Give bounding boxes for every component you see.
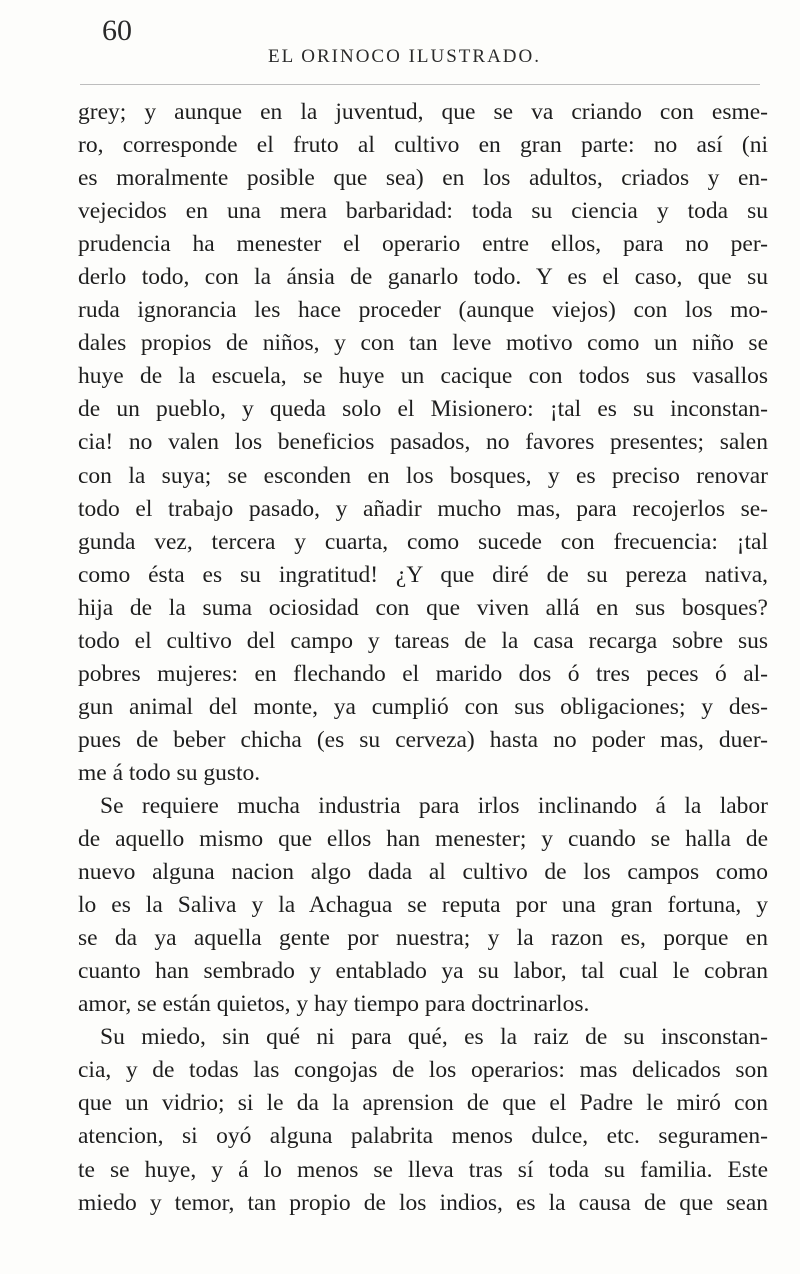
text-line: Se requiere mucha industria para irlos inclinando á la labor bbox=[100, 792, 768, 819]
text-line: grey; y aunque en la juventud, que se va criando con esme- bbox=[78, 99, 768, 125]
text-line: como ésta es su ingratitud! ¿Y que diré de su pereza nativa, bbox=[78, 561, 768, 588]
text-line: amor, se están quietos, y hay tiempo para doctrinarlos. bbox=[78, 991, 590, 1018]
text-line: prudencia ha menester el operario entre ellos, para no per- bbox=[78, 231, 768, 258]
text-line: dales propios de niños, y con tan leve motivo como un niño se bbox=[78, 330, 768, 357]
text-line: huye de la escuela, se huye un cacique con todos sus vasallos bbox=[78, 363, 768, 390]
text-line: atencion, si oyó alguna palabrita menos dulce, etc. seguramen- bbox=[78, 1123, 768, 1150]
text-line: cia! no valen los beneficios pasados, no favores presentes; salen bbox=[78, 429, 768, 456]
text-line: Su miedo, sin qué ni para qué, es la raiz de su insconstan- bbox=[100, 1024, 768, 1051]
text-line: de aquello mismo que ellos han menester; y cuando se halla de bbox=[78, 826, 768, 853]
text-line: se da ya aquella gente por nuestra; y la razon es, porque en bbox=[78, 925, 768, 952]
running-title: EL ORINOCO ILUSTRADO. bbox=[268, 46, 541, 67]
text-line: te se huye, y á lo menos se lleva tras sí toda su familia. Este bbox=[78, 1156, 768, 1183]
text-line: todo el cultivo del campo y tareas de la casa recarga sobre sus bbox=[78, 627, 768, 654]
text-line: pobres mujeres: en flechando el marido dos ó tres peces ó al- bbox=[78, 660, 768, 687]
text-line: ro, corresponde el fruto al cultivo en gran parte: no así (ni bbox=[78, 132, 768, 159]
text-line: de un pueblo, y queda solo el Misionero: ¡tal es su inconstan- bbox=[78, 396, 768, 423]
text-line: todo el trabajo pasado, y añadir mucho mas, para recojerlos se- bbox=[78, 495, 768, 522]
text-line: pues de beber chicha (es su cerveza) hasta no poder mas, duer- bbox=[78, 726, 768, 753]
page-number: 60 bbox=[102, 14, 132, 47]
text-line: cuanto han sembrado y entablado ya su labor, tal cual le cobran bbox=[78, 958, 768, 985]
text-line: me á todo su gusto. bbox=[78, 759, 261, 786]
text-line: nuevo alguna nacion algo dada al cultivo de los campos como bbox=[78, 859, 768, 886]
text-line: derlo todo, con la ánsia de ganarlo todo. Y es el caso, que su bbox=[78, 264, 768, 291]
text-line: hija de la suma ociosidad con que viven allá en sus bosques? bbox=[78, 594, 768, 621]
text-line: que un vidrio; si le da la aprension de que el Padre le miró con bbox=[78, 1090, 768, 1117]
text-line: cia, y de todas las congojas de los operarios: mas delicados son bbox=[78, 1057, 768, 1084]
text-line: vejecidos en una mera barbaridad: toda su ciencia y toda su bbox=[78, 198, 768, 225]
text-line: ruda ignorancia les hace proceder (aunque viejos) con los mo- bbox=[78, 297, 768, 324]
text-line: gunda vez, tercera y cuarta, como sucede con frecuencia: ¡tal bbox=[78, 528, 768, 555]
text-line: con la suya; se esconden en los bosques, y es preciso renovar bbox=[78, 462, 768, 489]
text-line: lo es la Saliva y la Achagua se reputa por una gran fortuna, y bbox=[78, 892, 768, 919]
body-text bbox=[78, 96, 768, 1220]
text-line: gun animal del monte, ya cumplió con sus obligaciones; y des- bbox=[78, 693, 768, 720]
text-line: miedo y temor, tan propio de los indios, es la causa de que sean bbox=[78, 1189, 768, 1216]
header-rule bbox=[80, 84, 760, 85]
text-line: es moralmente posible que sea) en los adultos, criados y en- bbox=[78, 165, 768, 192]
